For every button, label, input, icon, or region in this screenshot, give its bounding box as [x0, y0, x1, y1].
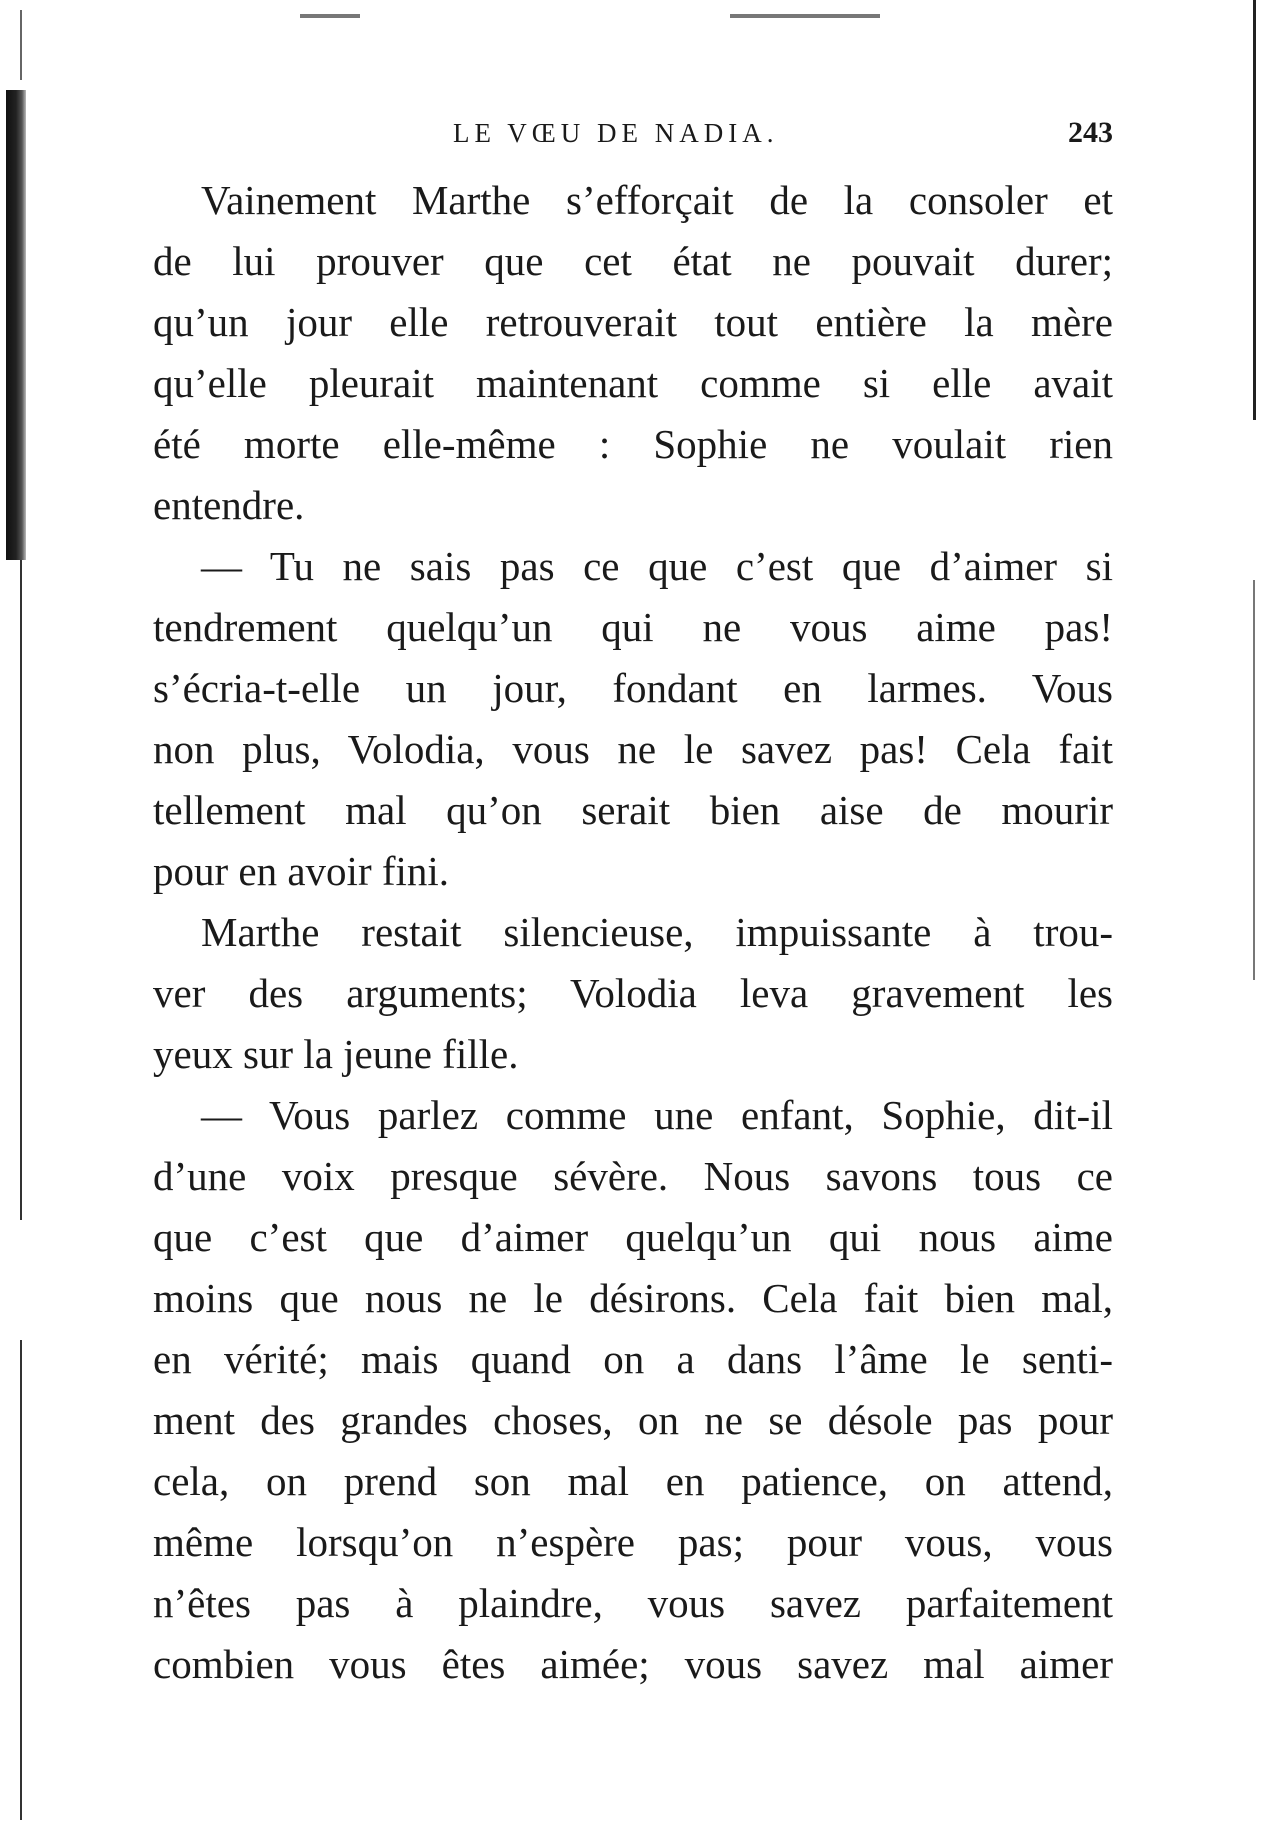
scan-edge-line: [20, 10, 22, 80]
text-line: en vérité; mais quand on a dans l’âme le senti-: [153, 1336, 1113, 1382]
text-line: pour en avoir fini.: [153, 848, 450, 894]
scan-binding-shadow: [6, 90, 26, 560]
scan-edge-line: [20, 560, 22, 1220]
text-line: ver des arguments; Volodia leva gravement les: [153, 970, 1113, 1016]
text-line: — Vous parlez comme une enfant, Sophie, dit-il: [201, 1092, 1113, 1138]
text-line: entendre.: [153, 482, 305, 528]
scan-edge-line: [20, 1340, 22, 1820]
text-line: cela, on prend son mal en patience, on attend,: [153, 1458, 1113, 1504]
text-line: qu’un jour elle retrouverait tout entière la mère: [153, 299, 1113, 345]
scan-smudge: [300, 14, 360, 18]
page-number: 243: [1068, 116, 1113, 149]
text-line: yeux sur la jeune fille.: [153, 1031, 519, 1077]
text-line: Marthe restait silencieuse, impuissante à trou-: [201, 909, 1113, 955]
text-line: combien vous êtes aimée; vous savez mal aimer: [153, 1641, 1113, 1687]
text-line: moins que nous ne le désirons. Cela fait bien mal,: [153, 1275, 1113, 1321]
running-title: LE VŒU DE NADIA.: [453, 118, 779, 148]
text-line: non plus, Volodia, vous ne le savez pas! Cela fait: [153, 726, 1113, 772]
scan-smudge: [730, 14, 880, 18]
text-line: ment des grandes choses, on ne se désole pas pour: [153, 1397, 1113, 1443]
text-line: été morte elle-même : Sophie ne voulait rien: [153, 421, 1113, 467]
text-line: Vainement Marthe s’efforçait de la consoler et: [201, 177, 1113, 223]
text-line: — Tu ne sais pas ce que c’est que d’aimer si: [201, 543, 1113, 589]
scan-edge-line: [1253, 580, 1255, 980]
text-line: qu’elle pleurait maintenant comme si elle avait: [153, 360, 1113, 406]
running-head: [153, 118, 1113, 158]
body-text: [153, 170, 1113, 1695]
text-line: de lui prouver que cet état ne pouvait durer;: [153, 238, 1113, 284]
text-line: même lorsqu’on n’espère pas; pour vous, vous: [153, 1519, 1113, 1565]
text-line: que c’est que d’aimer quelqu’un qui nous aime: [153, 1214, 1113, 1260]
text-line: tendrement quelqu’un qui ne vous aime pas!: [153, 604, 1113, 650]
text-line: n’êtes pas à plaindre, vous savez parfaitement: [153, 1580, 1113, 1626]
scan-edge-line: [1253, 0, 1256, 420]
text-line: d’une voix presque sévère. Nous savons tous ce: [153, 1153, 1113, 1199]
text-line: s’écria-t-elle un jour, fondant en larmes. Vous: [153, 665, 1113, 711]
text-line: tellement mal qu’on serait bien aise de mourir: [153, 787, 1113, 833]
